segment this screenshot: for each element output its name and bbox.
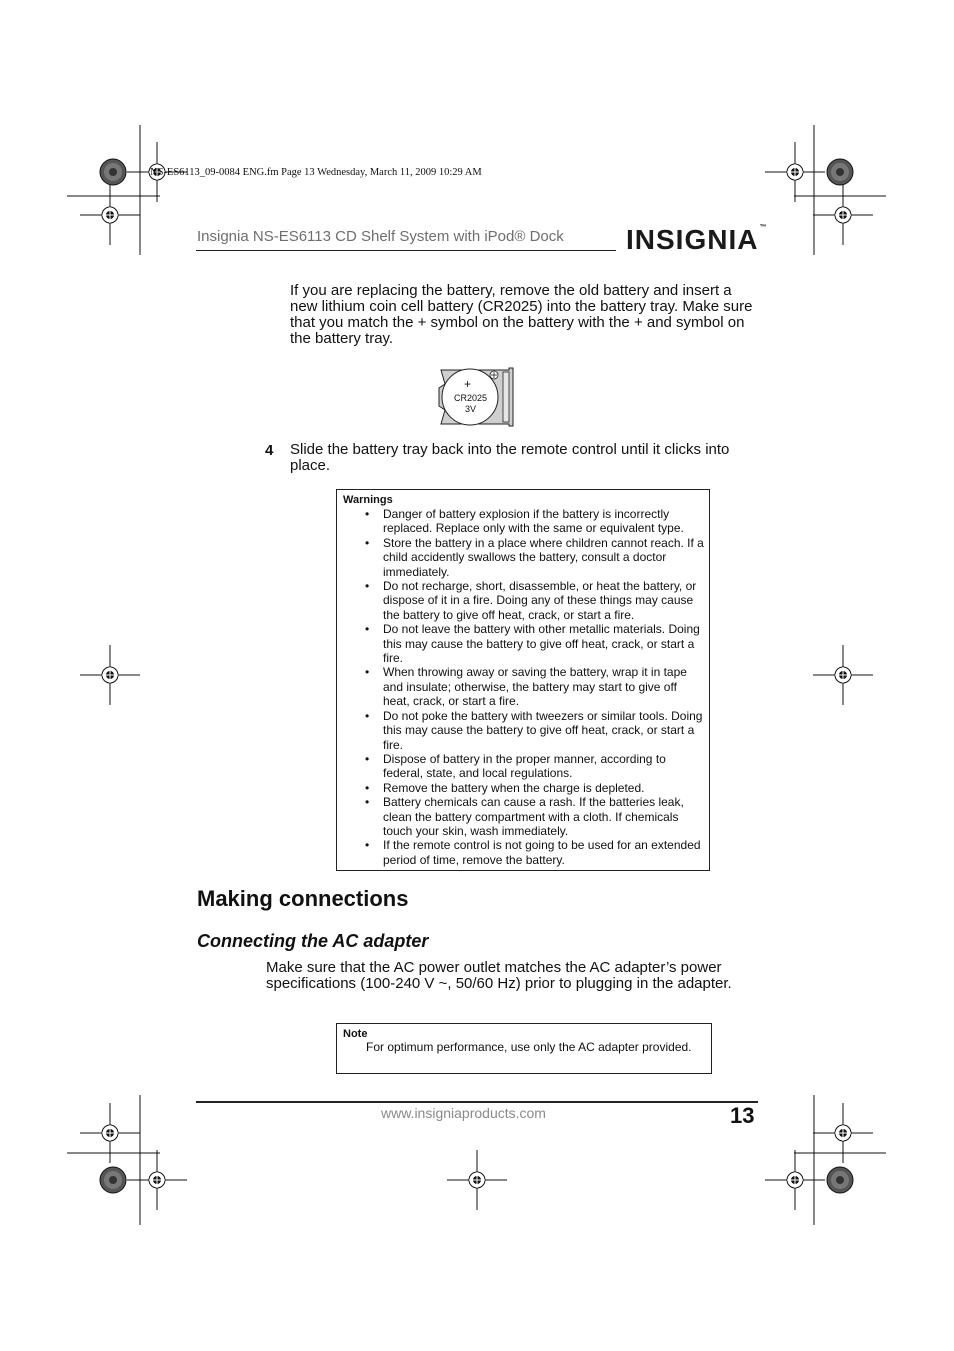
- battery-plus-symbol: +: [464, 377, 472, 391]
- footer-url: www.insigniaproducts.com: [381, 1105, 546, 1121]
- battery-voltage-label: 3V: [465, 404, 477, 414]
- battery-model-label: CR2025: [454, 393, 488, 403]
- step-number: 4: [265, 442, 274, 459]
- logo-trademark: ™: [759, 224, 768, 231]
- list-item: • Do not poke the battery with tweezers or similar tools. Doing this may cause the battery to give off heat, crack, or start a fire.: [361, 709, 706, 752]
- logo-text: INSIGNIA: [626, 224, 759, 255]
- list-item: • Battery chemicals can cause a rash. If the batteries leak, clean the battery compartment with a cloth. If chemicals touch your skin, wash immediately.: [361, 795, 706, 838]
- section-heading: Making connections: [197, 886, 409, 911]
- list-item: • Do not recharge, short, disassemble, or heat the battery, or dispose of it in a fire. Doing any of these things may cause the battery to give off heat, crack, or start a fire.: [361, 579, 706, 622]
- warnings-label: Warnings: [343, 494, 393, 506]
- step-4-text: Slide the battery tray back into the remote control until it clicks into place.: [290, 441, 730, 474]
- note-box: [336, 1023, 712, 1074]
- ac-adapter-paragraph: Make sure that the AC power outlet matches the AC adapter’s power specifications (100-240 V ~, 50/60 Hz) prior to plugging in the adapter.: [266, 959, 732, 992]
- list-item: • Do not leave the battery with other metallic materials. Doing this may cause the battery to give off heat, crack, or start a fire.: [361, 622, 706, 665]
- subsection-heading: Connecting the AC adapter: [197, 931, 429, 951]
- note-label: Note: [343, 1028, 368, 1040]
- note-text: For optimum performance, use only the AC adapter provided.: [366, 1040, 692, 1054]
- list-item: • Danger of battery explosion if the battery is incorrectly replaced. Replace only with the same or equivalent type.: [361, 507, 706, 536]
- battery-replacement-paragraph: If you are replacing the battery, remove the old battery and insert a new lithium coin cell battery (CR2025) into the battery tray. Make sure that you match the + symbol on the battery with the + and symbol on the battery tray.: [290, 282, 753, 347]
- list-item: • Remove the battery when the charge is depleted.: [361, 781, 706, 795]
- list-item: • Store the battery in a place where children cannot reach. If a child accidently swallows the battery, consult a doctor immediately.: [361, 536, 706, 579]
- page-number: 13: [730, 1103, 755, 1128]
- warnings-list: [361, 507, 706, 867]
- document-title: Insignia NS-ES6113 CD Shelf System with iPod® Dock: [197, 228, 564, 245]
- warnings-box: [336, 489, 710, 871]
- header-rule: [196, 250, 616, 251]
- footer-rule: [196, 1101, 758, 1103]
- insignia-logo: [626, 224, 767, 256]
- list-item: • If the remote control is not going to be used for an extended period of time, remove the battery.: [361, 838, 706, 867]
- list-item: • Dispose of battery in the proper manner, according to federal, state, and local regulations.: [361, 752, 706, 781]
- list-item: • When throwing away or saving the battery, wrap it in tape and insulate; otherwise, the battery may start to give off heat, crack, or start a fire.: [361, 665, 706, 708]
- print-stamp: NS-ES6113_09-0084 ENG.fm Page 13 Wednesday, March 11, 2009 10:29 AM: [150, 167, 482, 178]
